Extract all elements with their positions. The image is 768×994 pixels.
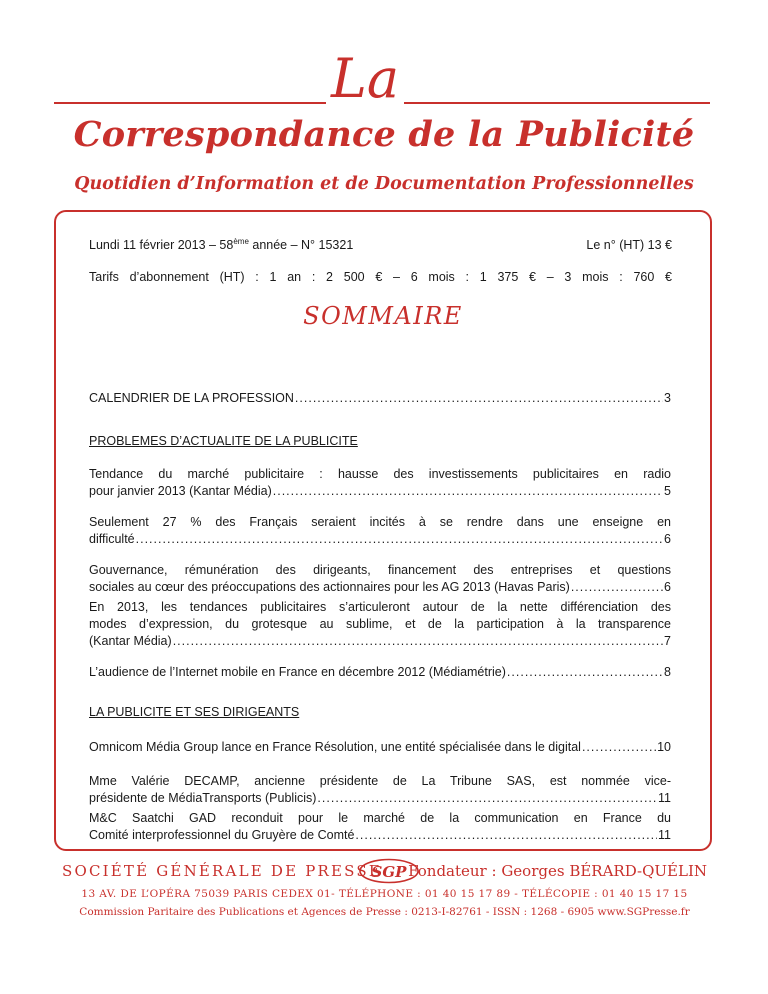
section-heading-dirigeants: LA PUBLICITE ET SES DIRIGEANTS <box>89 705 300 719</box>
toc-item[interactable]: CALENDRIER DE LA PROFESSION ..... 3 <box>89 390 671 407</box>
issue-price: Le n° (HT) 13 € <box>586 238 672 252</box>
toc-item[interactable]: M&C Saatchi GAD reconduit pour le marché de la communication en France du Comité interprofessionnel du Gruyère de Comté ..... 11 <box>89 810 671 844</box>
footer-commission: Commission Paritaire des Publications et Agences de Presse : 0213-I-82761 - ISSN : 1268 - 6905 www.SGPresse.fr <box>79 906 690 918</box>
sommaire-heading: SOMMAIRE <box>303 302 463 330</box>
issue-date: Lundi 11 février 2013 – 58ème année – N° 15321 <box>89 236 354 252</box>
toc-item[interactable]: Omnicom Média Group lance en France Résolution, une entité spécialisée dans le digital ..... 10 <box>89 739 671 756</box>
masthead-la: La <box>330 47 400 110</box>
masthead-rule-right <box>404 102 710 104</box>
masthead-subtitle: Quotidien d’Information et de Documentation Professionnelles <box>74 174 694 194</box>
section-heading-actualite: PROBLEMES D’ACTUALITE DE LA PUBLICITE <box>89 434 358 448</box>
subscription-rates: Tarifs d’abonnement (HT) : 1 an : 2 500 € – 6 mois : 1 375 € – 3 mois : 760 € <box>89 270 672 284</box>
footer-address: 13 AV. DE L’OPÉRA 75039 PARIS CEDEX 01- TÉLÉPHONE : 01 40 15 17 89 - TÉLÉCOPIE : 01 40 15 17 15 <box>81 888 688 900</box>
toc-item[interactable]: Tendance du marché publicitaire : hausse des investissements publicitaires en radio pour janvier 2013 (Kantar Média) ..... 5 <box>89 466 671 500</box>
toc-item[interactable]: En 2013, les tendances publicitaires s’articuleront autour de la nette différenciation des modes d’expression, du grotesque au sublime, et de la participation à la transparence (Kantar Média) ..... 7 <box>89 599 671 650</box>
masthead-rule-left <box>54 102 326 104</box>
publisher-name: SOCIÉTÉ GÉNÉRALE DE PRESSE <box>62 862 382 880</box>
toc-item[interactable]: Gouvernance, rémunération des dirigeants, financement des entreprises et questions sociales au cœur des préoccupations des actionnaires pour les AG 2013 (Havas Paris) ..... 6 <box>89 562 671 596</box>
toc-item[interactable]: L’audience de l’Internet mobile en France en décembre 2012 (Médiamétrie) ..... 8 <box>89 664 671 681</box>
toc-item[interactable]: Mme Valérie DECAMP, ancienne présidente de La Tribune SAS, est nommée vice- présidente de MédiaTransports (Publicis) ..... 11 <box>89 773 671 807</box>
founder: Fondateur : Georges BÉRARD-QUÉLIN <box>408 862 707 880</box>
svg-text:SGP: SGP <box>371 863 407 881</box>
masthead-title: Correspondance de la Publicité <box>73 114 695 155</box>
toc-item[interactable]: Seulement 27 % des Français seraient incités à se rendre dans une enseigne en difficulté ..... 6 <box>89 514 671 548</box>
footer-publisher-row <box>62 862 707 884</box>
